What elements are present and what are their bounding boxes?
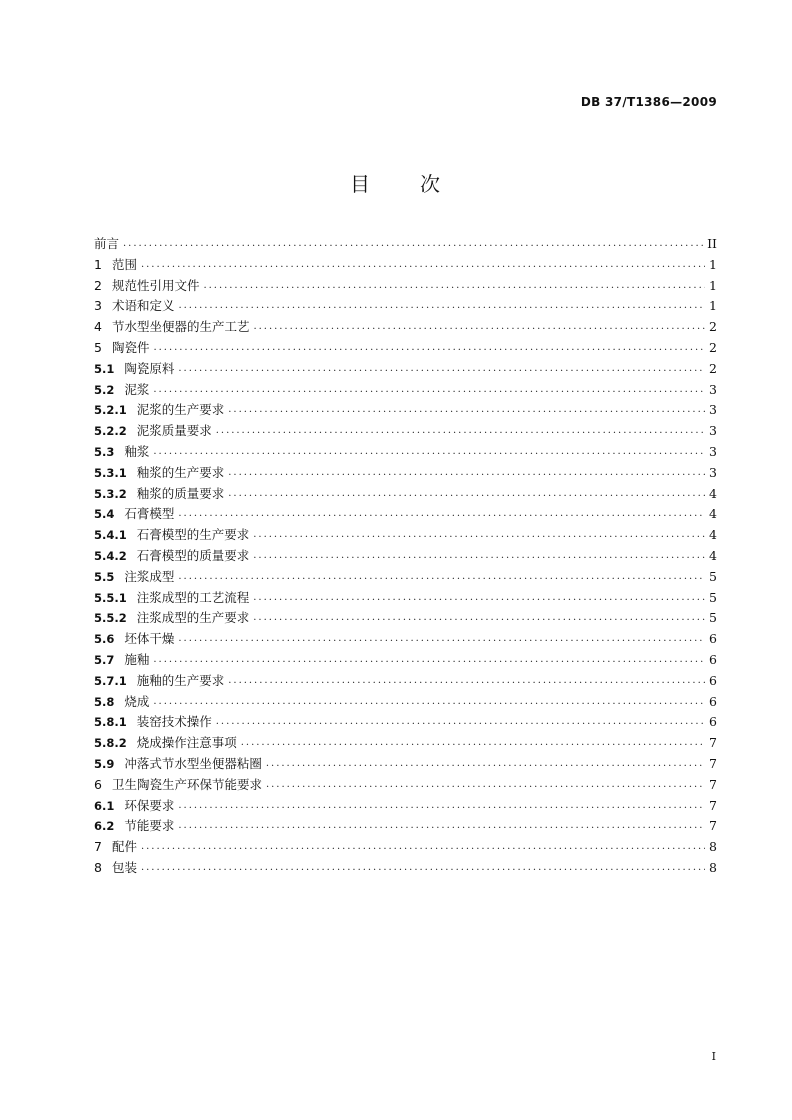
toc-entry-page: 5 xyxy=(709,568,717,584)
page-number: I xyxy=(711,1050,716,1063)
toc-dot-leader xyxy=(153,692,705,713)
title-char-1: 目 xyxy=(350,172,372,196)
toc-dot-leader xyxy=(178,504,705,525)
toc-entry-number: 5.2 xyxy=(94,382,115,397)
toc-entry-page: 7 xyxy=(709,776,717,792)
toc-entry-number: 5.9 xyxy=(94,756,115,771)
toc-entry[interactable] xyxy=(94,712,717,733)
toc-entry[interactable] xyxy=(94,629,717,650)
toc-entry-number: 5.4 xyxy=(94,507,115,522)
toc-entry-number: 5.1 xyxy=(94,361,115,376)
toc-dot-leader xyxy=(123,234,703,255)
toc-entry-page: 8 xyxy=(709,839,717,855)
toc-entry-label: 规范性引用文件 xyxy=(111,277,200,293)
toc-dot-leader xyxy=(253,588,705,609)
toc-dot-leader xyxy=(216,712,705,733)
toc-entry-number: 2 xyxy=(94,277,102,293)
toc-entry[interactable] xyxy=(94,546,717,567)
toc-entry[interactable] xyxy=(94,588,717,609)
toc-dot-leader xyxy=(141,837,705,858)
toc-entry[interactable] xyxy=(94,234,717,255)
toc-entry-page: 7 xyxy=(709,797,717,813)
toc-entry[interactable] xyxy=(94,400,717,421)
toc-dot-leader xyxy=(153,380,705,401)
toc-entry[interactable] xyxy=(94,775,717,796)
toc-dot-leader xyxy=(153,338,705,359)
toc-entry-number: 7 xyxy=(94,839,102,855)
toc-entry[interactable] xyxy=(94,484,717,505)
toc-dot-leader xyxy=(178,567,705,588)
toc-entry-label: 泥浆质量要求 xyxy=(136,423,212,439)
toc-entry-page: 8 xyxy=(709,859,717,875)
toc-entry-page: 2 xyxy=(709,319,717,335)
toc-dot-leader xyxy=(253,317,705,338)
toc-entry-page: 1 xyxy=(709,298,717,314)
toc-dot-leader xyxy=(253,546,705,567)
table-of-contents xyxy=(94,234,717,879)
toc-entry-label: 陶瓷件 xyxy=(111,339,150,355)
toc-entry-page: 3 xyxy=(709,402,717,418)
toc-dot-leader xyxy=(266,754,705,775)
document-code: DB 37/T1386—2009 xyxy=(580,95,717,109)
toc-entry[interactable] xyxy=(94,276,717,297)
toc-dot-leader xyxy=(141,858,705,879)
toc-dot-leader xyxy=(203,276,705,297)
toc-entry-page: II xyxy=(707,236,717,251)
toc-entry-number: 5.4.2 xyxy=(94,548,127,563)
toc-entry-label: 装窑技术操作 xyxy=(136,714,212,730)
toc-entry[interactable] xyxy=(94,338,717,359)
toc-entry-page: 7 xyxy=(709,818,717,834)
toc-dot-leader xyxy=(228,671,705,692)
toc-dot-leader xyxy=(228,400,705,421)
toc-entry-page: 6 xyxy=(709,672,717,688)
toc-entry-number: 5.5 xyxy=(94,569,115,584)
toc-entry-label: 石膏模型 xyxy=(124,506,175,522)
toc-entry[interactable] xyxy=(94,463,717,484)
title-char-2: 次 xyxy=(420,172,442,196)
toc-entry-label: 注浆成型 xyxy=(124,568,175,584)
toc-entry-number: 6.1 xyxy=(94,798,115,813)
toc-entry-label: 烧成 xyxy=(124,693,150,709)
toc-entry-label: 陶瓷原料 xyxy=(124,360,175,376)
toc-entry[interactable] xyxy=(94,796,717,817)
toc-entry-label: 坯体干燥 xyxy=(124,631,175,647)
toc-entry[interactable] xyxy=(94,858,717,879)
toc-entry-page: 6 xyxy=(709,651,717,667)
toc-entry[interactable] xyxy=(94,255,717,276)
toc-entry[interactable] xyxy=(94,837,717,858)
toc-entry-number: 5.3 xyxy=(94,444,115,459)
toc-entry-label: 包装 xyxy=(111,859,137,875)
toc-entry[interactable] xyxy=(94,442,717,463)
toc-entry-page: 6 xyxy=(709,631,717,647)
toc-entry-number: 5.4.1 xyxy=(94,528,127,543)
toc-entry-label: 卫生陶瓷生产环保节能要求 xyxy=(111,776,262,792)
toc-entry-label: 施釉 xyxy=(124,651,150,667)
toc-entry[interactable] xyxy=(94,421,717,442)
toc-entry-label: 烧成操作注意事项 xyxy=(136,735,237,751)
toc-entry-page: 4 xyxy=(709,547,717,563)
toc-dot-leader xyxy=(153,442,705,463)
toc-entry-page: 1 xyxy=(709,256,717,272)
toc-entry-label: 釉浆 xyxy=(124,443,150,459)
page-title xyxy=(0,168,792,197)
toc-entry-number: 5.3.1 xyxy=(94,465,127,480)
toc-entry-number: 5.8.1 xyxy=(94,715,127,730)
toc-entry-number: 5.5.1 xyxy=(94,590,127,605)
toc-entry-page: 7 xyxy=(709,735,717,751)
toc-entry-number: 6 xyxy=(94,776,102,792)
toc-dot-leader xyxy=(141,255,705,276)
toc-entry-label: 釉浆的生产要求 xyxy=(136,464,225,480)
toc-entry-page: 4 xyxy=(709,506,717,522)
toc-entry-label: 配件 xyxy=(111,839,137,855)
toc-dot-leader xyxy=(266,775,705,796)
toc-entry-label: 注浆成型的工艺流程 xyxy=(136,589,250,605)
toc-entry[interactable] xyxy=(94,567,717,588)
toc-dot-leader xyxy=(178,296,705,317)
toc-entry[interactable] xyxy=(94,692,717,713)
toc-dot-leader xyxy=(228,463,705,484)
toc-entry-page: 3 xyxy=(709,381,717,397)
toc-entry-number: 6.2 xyxy=(94,819,115,834)
toc-entry-page: 5 xyxy=(709,610,717,626)
toc-entry-label: 范围 xyxy=(111,256,137,272)
toc-entry-number: 5.7.1 xyxy=(94,673,127,688)
toc-entry-label: 前言 xyxy=(94,236,120,251)
toc-entry-number: 8 xyxy=(94,859,102,875)
toc-entry-number: 5.7 xyxy=(94,652,115,667)
toc-entry-number: 5.3.2 xyxy=(94,486,127,501)
toc-entry-number: 5.8 xyxy=(94,694,115,709)
toc-entry-page: 3 xyxy=(709,423,717,439)
toc-entry-label: 泥浆 xyxy=(124,381,150,397)
toc-entry-page: 1 xyxy=(709,277,717,293)
toc-entry-page: 3 xyxy=(709,464,717,480)
toc-dot-leader xyxy=(228,484,705,505)
toc-entry-label: 釉浆的质量要求 xyxy=(136,485,225,501)
toc-entry-label: 注浆成型的生产要求 xyxy=(136,610,250,626)
toc-entry-label: 石膏模型的生产要求 xyxy=(136,527,250,543)
toc-entry[interactable] xyxy=(94,754,717,775)
toc-entry-label: 施釉的生产要求 xyxy=(136,672,225,688)
toc-entry[interactable] xyxy=(94,359,717,380)
toc-dot-leader xyxy=(216,421,705,442)
toc-entry-label: 节能要求 xyxy=(124,818,175,834)
toc-entry-page: 7 xyxy=(709,755,717,771)
toc-entry[interactable] xyxy=(94,317,717,338)
toc-entry-number: 4 xyxy=(94,319,102,335)
toc-entry-label: 术语和定义 xyxy=(111,298,175,314)
toc-entry-number: 5.6 xyxy=(94,632,115,647)
toc-dot-leader xyxy=(153,650,705,671)
toc-entry-page: 2 xyxy=(709,339,717,355)
toc-entry-label: 冲落式节水型坐便器粘圈 xyxy=(124,755,262,771)
toc-entry-number: 3 xyxy=(94,298,102,314)
toc-entry-label: 泥浆的生产要求 xyxy=(136,402,225,418)
toc-entry-number: 5.2.2 xyxy=(94,424,127,439)
toc-entry-number: 5.2.1 xyxy=(94,403,127,418)
toc-entry[interactable] xyxy=(94,380,717,401)
toc-entry-label: 节水型坐便器的生产工艺 xyxy=(111,319,250,335)
toc-entry-page: 5 xyxy=(709,589,717,605)
toc-dot-leader xyxy=(178,816,705,837)
toc-dot-leader xyxy=(241,733,705,754)
toc-entry-page: 4 xyxy=(709,527,717,543)
toc-dot-leader xyxy=(253,525,705,546)
toc-entry-number: 5.5.2 xyxy=(94,611,127,626)
toc-entry[interactable] xyxy=(94,650,717,671)
toc-dot-leader xyxy=(178,629,705,650)
toc-entry-number: 1 xyxy=(94,256,102,272)
toc-entry-page: 6 xyxy=(709,693,717,709)
toc-entry-page: 6 xyxy=(709,714,717,730)
toc-entry[interactable] xyxy=(94,525,717,546)
toc-dot-leader xyxy=(178,796,705,817)
toc-dot-leader xyxy=(253,608,705,629)
toc-entry-number: 5 xyxy=(94,339,102,355)
toc-entry-page: 2 xyxy=(709,360,717,376)
toc-dot-leader xyxy=(178,359,705,380)
toc-entry[interactable] xyxy=(94,733,717,754)
toc-entry-page: 4 xyxy=(709,485,717,501)
toc-entry[interactable] xyxy=(94,816,717,837)
toc-entry[interactable] xyxy=(94,608,717,629)
toc-entry-number: 5.8.2 xyxy=(94,736,127,751)
toc-entry-label: 石膏模型的质量要求 xyxy=(136,547,250,563)
toc-entry[interactable] xyxy=(94,296,717,317)
toc-entry[interactable] xyxy=(94,671,717,692)
toc-entry-label: 环保要求 xyxy=(124,797,175,813)
toc-entry[interactable] xyxy=(94,504,717,525)
toc-entry-page: 3 xyxy=(709,443,717,459)
